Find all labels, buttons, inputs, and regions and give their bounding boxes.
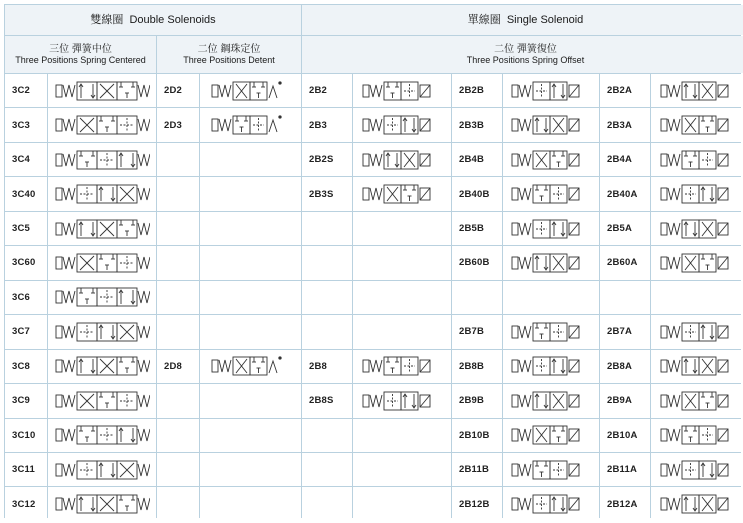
valve-symbol-cell [200,177,301,210]
valve-symbol-cell [503,350,599,383]
model-code-cell [600,108,650,141]
model-code-cell [302,350,352,383]
valve-symbol-icon [510,354,592,378]
model-code-cell [157,74,199,107]
valve-symbol-icon [659,217,741,241]
model-code-cell [5,246,47,279]
valve-symbol-cell [353,487,451,520]
model-code: 3C8 [12,360,31,372]
valve-symbol-icon [54,148,150,172]
valve-symbol-cell [48,74,156,107]
valve-symbol-cell [651,419,743,452]
model-code: 3C7 [12,326,31,338]
valve-symbol-icon [54,458,150,482]
valve-symbol-icon [510,458,592,482]
valve-symbol-table [4,4,741,518]
valve-symbol-cell [353,281,451,314]
valve-symbol-cell [48,487,156,520]
valve-symbol-cell [200,487,301,520]
valve-symbol-icon [54,113,150,137]
valve-symbol-icon [659,148,741,172]
valve-symbol-cell [353,453,451,486]
model-code-cell [157,453,199,486]
model-code-cell [600,487,650,520]
model-code-cell [302,384,352,417]
valve-symbol-cell [651,281,743,314]
model-code: 2B10A [607,429,638,441]
model-code-cell [600,350,650,383]
model-code-cell [5,108,47,141]
model-code-cell [157,281,199,314]
valve-symbol-icon [361,354,443,378]
model-code: 2B8B [459,360,485,372]
model-code: 2B4A [607,154,633,166]
valve-symbol-icon [510,423,592,447]
model-code: 2B2S [309,154,334,166]
model-code-cell [302,143,352,176]
valve-symbol-cell [48,419,156,452]
model-code-cell [157,384,199,417]
model-code-cell [600,384,650,417]
valve-symbol-icon [361,79,443,103]
valve-symbol-icon [510,182,592,206]
model-code-cell [157,212,199,245]
model-code-cell [157,350,199,383]
valve-symbol-cell [353,246,451,279]
model-code: 2B11A [607,464,638,476]
model-code: 2B12B [459,498,490,510]
model-code: 2B3S [309,188,334,200]
valve-symbol-cell [503,487,599,520]
valve-symbol-icon [659,182,741,206]
valve-symbol-cell [503,384,599,417]
model-code: 2B4B [459,154,485,166]
valve-symbol-icon [510,320,592,344]
model-code-cell [452,74,502,107]
valve-symbol-icon [54,182,150,206]
model-code: 2B40A [607,188,638,200]
valve-symbol-cell [353,108,451,141]
model-code-cell [5,143,47,176]
valve-symbol-cell [503,246,599,279]
model-code: 3C5 [12,223,31,235]
model-code: 3C12 [12,498,36,510]
model-code-cell [600,315,650,348]
model-code-cell [5,74,47,107]
valve-symbol-cell [651,315,743,348]
model-code-cell [452,212,502,245]
model-code-cell [452,108,502,141]
model-code-cell [600,281,650,314]
valve-symbol-icon [210,354,292,378]
model-code-cell [5,384,47,417]
valve-symbol-icon [54,354,150,378]
model-code: 2B40B [459,188,490,200]
model-code-cell [302,177,352,210]
two-position-spring-offset-header: 二位 彈簧復位 Three Positions Spring Offset [302,36,743,73]
valve-symbol-cell [651,177,743,210]
model-code: 2B8 [309,360,328,372]
valve-symbol-icon [361,182,443,206]
model-code: 2D3 [164,119,183,131]
valve-symbol-cell [48,246,156,279]
valve-symbol-icon [510,79,592,103]
valve-symbol-cell [200,212,301,245]
model-code-cell [452,143,502,176]
model-code-cell [600,177,650,210]
model-code: 2D8 [164,360,183,372]
valve-symbol-cell [353,315,451,348]
valve-symbol-icon [659,389,741,413]
valve-symbol-icon [210,113,292,137]
valve-symbol-cell [503,143,599,176]
model-code-cell [302,281,352,314]
valve-symbol-icon [54,492,150,516]
valve-symbol-cell [200,419,301,452]
model-code-cell [157,419,199,452]
model-code-cell [452,384,502,417]
model-code: 3C10 [12,429,36,441]
valve-symbol-cell [651,350,743,383]
model-code-cell [302,453,352,486]
model-code: 2B9A [607,395,633,407]
valve-symbol-icon [510,113,592,137]
valve-symbol-cell [651,487,743,520]
valve-symbol-icon [54,217,150,241]
model-code-cell [302,212,352,245]
model-code-cell [600,453,650,486]
model-code-cell [5,453,47,486]
valve-symbol-cell [200,74,301,107]
model-code: 2D2 [164,85,183,97]
valve-symbol-cell [503,212,599,245]
model-code-cell [5,419,47,452]
model-code-cell [302,246,352,279]
model-code-cell [600,74,650,107]
three-position-spring-centered-header: 三位 彈簧中位 Three Positions Spring Centered [5,36,156,73]
valve-symbol-cell [200,246,301,279]
model-code-cell [452,419,502,452]
model-code-cell [5,350,47,383]
valve-symbol-cell [200,453,301,486]
valve-symbol-icon [510,217,592,241]
model-code: 2B3A [607,119,633,131]
valve-symbol-cell [48,281,156,314]
model-code: 3C3 [12,119,31,131]
model-code: 3C40 [12,188,36,200]
model-code-cell [157,143,199,176]
model-code: 2B9B [459,395,485,407]
valve-symbol-icon [54,320,150,344]
valve-symbol-icon [361,113,443,137]
model-code-cell [600,246,650,279]
model-code: 3C4 [12,154,31,166]
valve-symbol-cell [353,143,451,176]
valve-symbol-icon [510,251,592,275]
valve-symbol-cell [503,453,599,486]
valve-symbol-cell [651,212,743,245]
valve-symbol-cell [651,108,743,141]
model-code-cell [302,315,352,348]
model-code: 3C6 [12,291,31,303]
valve-symbol-icon [659,79,741,103]
valve-symbol-icon [210,79,292,103]
model-code-cell [5,281,47,314]
valve-symbol-cell [503,419,599,452]
model-code-cell [452,281,502,314]
model-code: 2B3 [309,119,328,131]
valve-symbol-cell [503,177,599,210]
valve-symbol-cell [651,74,743,107]
model-code-cell [302,108,352,141]
valve-symbol-icon [361,389,443,413]
model-code-cell [157,315,199,348]
model-code: 3C9 [12,395,31,407]
valve-symbol-cell [353,419,451,452]
valve-symbol-cell [200,350,301,383]
model-code-cell [302,74,352,107]
valve-symbol-cell [48,315,156,348]
valve-symbol-cell [503,74,599,107]
valve-symbol-icon [659,423,741,447]
valve-symbol-cell [353,350,451,383]
model-code-cell [157,177,199,210]
valve-symbol-cell [353,212,451,245]
model-code-cell [452,177,502,210]
model-code: 2B2 [309,85,328,97]
model-code-cell [452,453,502,486]
model-code-cell [452,315,502,348]
valve-symbol-cell [503,315,599,348]
model-code: 2B12A [607,498,638,510]
valve-symbol-cell [651,453,743,486]
valve-symbol-cell [200,315,301,348]
model-code-cell [157,246,199,279]
model-code-cell [157,487,199,520]
valve-symbol-cell [503,108,599,141]
valve-symbol-icon [659,251,741,275]
model-code: 2B11B [459,464,490,476]
valve-symbol-icon [659,458,741,482]
single-solenoid-header: 單線圈 Single Solenoid [302,5,743,35]
valve-symbol-cell [48,143,156,176]
valve-symbol-icon [659,113,741,137]
valve-symbol-cell [200,281,301,314]
valve-symbol-cell [353,177,451,210]
valve-symbol-icon [54,423,150,447]
valve-symbol-cell [651,384,743,417]
model-code-cell [452,246,502,279]
valve-symbol-icon [54,251,150,275]
model-code-cell [600,419,650,452]
valve-symbol-icon [510,389,592,413]
model-code-cell [157,108,199,141]
model-code: 2B60B [459,257,490,269]
model-code: 2B5B [459,223,485,235]
valve-symbol-icon [510,492,592,516]
valve-symbol-cell [48,453,156,486]
model-code: 2B7B [459,326,485,338]
model-code: 2B10B [459,429,490,441]
valve-symbol-icon [659,354,741,378]
model-code: 2B7A [607,326,633,338]
valve-symbol-cell [48,350,156,383]
model-code-cell [452,350,502,383]
model-code-cell [452,487,502,520]
model-code-cell [302,487,352,520]
valve-symbol-cell [48,212,156,245]
valve-symbol-icon [54,285,150,309]
valve-symbol-cell [200,143,301,176]
model-code: 3C11 [12,464,35,476]
model-code-cell [302,419,352,452]
valve-symbol-cell [651,246,743,279]
valve-symbol-icon [510,148,592,172]
valve-symbol-cell [651,143,743,176]
model-code-cell [600,212,650,245]
model-code: 2B8A [607,360,633,372]
valve-symbol-cell [353,74,451,107]
model-code-cell [5,487,47,520]
two-position-detent-header: 二位 鋼珠定位 Three Positions Detent [157,36,301,73]
model-code: 2B5A [607,223,633,235]
model-code: 2B3B [459,119,485,131]
model-code: 3C60 [12,257,36,269]
valve-symbol-icon [361,148,443,172]
model-code: 2B8S [309,395,334,407]
valve-symbol-cell [200,108,301,141]
double-solenoids-header: 雙線圈 Double Solenoids [5,5,301,35]
valve-symbol-icon [54,389,150,413]
valve-symbol-icon [54,79,150,103]
model-code: 2B2A [607,85,633,97]
valve-symbol-cell [48,177,156,210]
valve-symbol-cell [48,384,156,417]
valve-symbol-cell [48,108,156,141]
model-code-cell [5,212,47,245]
model-code-cell [600,143,650,176]
valve-symbol-icon [659,492,741,516]
valve-symbol-cell [503,281,599,314]
valve-symbol-cell [353,384,451,417]
model-code: 2B2B [459,85,485,97]
model-code-cell [5,177,47,210]
model-code: 3C2 [12,85,31,97]
model-code: 2B60A [607,257,638,269]
valve-symbol-cell [200,384,301,417]
valve-symbol-icon [659,320,741,344]
model-code-cell [5,315,47,348]
